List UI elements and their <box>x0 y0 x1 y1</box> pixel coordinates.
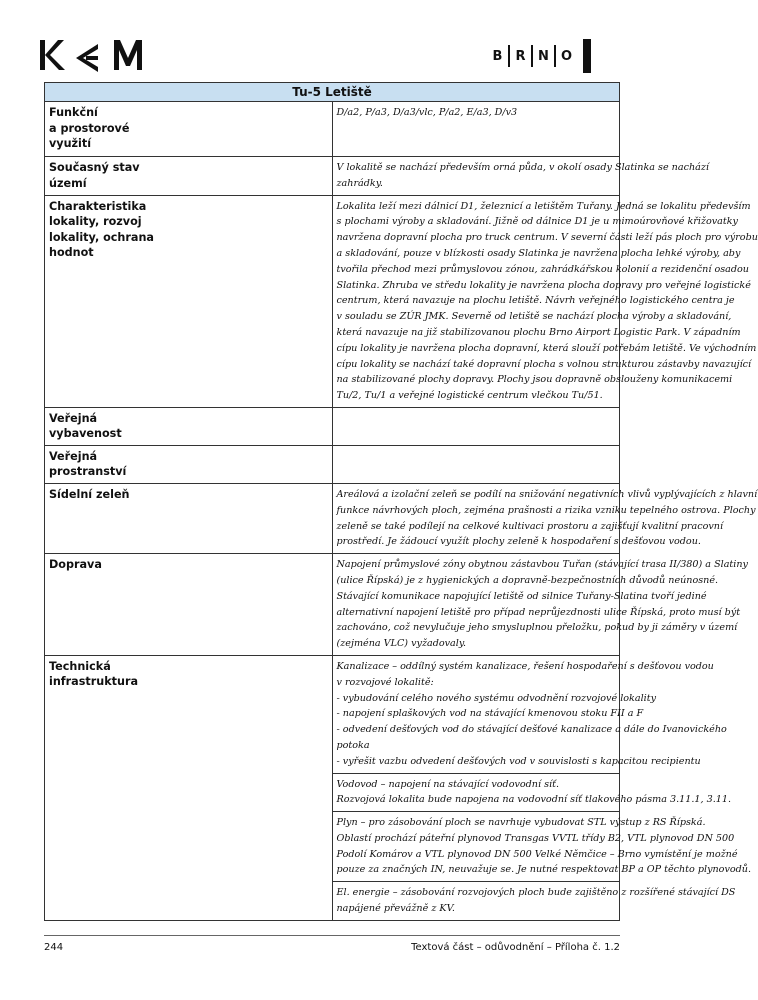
row-verejna-prostranstvi <box>45 445 620 483</box>
content-line: V lokalitě se nachází především orná půda, v okolí osady Slatinka se nachází <box>336 162 709 173</box>
content-line: - napojení splaškových vod na stávající kmenovou stoku FII a F <box>336 708 644 720</box>
label-line: Charakteristika <box>49 199 147 213</box>
content-line: El. energie – zásobování rozvojových ploch bude zajištěno z rozšířené stávající DS <box>336 887 736 899</box>
brno-logo <box>487 36 591 76</box>
brno-letter-r: R <box>515 48 526 64</box>
content-line: Vodovod – napojení na stávající vodovodní síť. <box>336 778 560 790</box>
content-line: cípu lokality se nachází také dopravní plocha s volnou strukturou zástavby navazující <box>336 358 752 370</box>
label-line: Technická <box>49 659 111 673</box>
row-label <box>45 102 333 157</box>
content-line: funkce návrhových ploch, zejména prašnosti a rizika vzniku tepelného ostrova. Plochy <box>336 504 756 516</box>
label-line: Funkční <box>49 106 98 119</box>
label-line: Současný stav <box>49 161 140 174</box>
content-line: navržena dopravní plocha pro truck centrum. V severní části leží pás ploch pro výrobu <box>336 232 758 244</box>
footer-divider <box>44 935 620 936</box>
table-title-row <box>45 83 620 102</box>
content-line: Podolí Komárov a VTL plynovod DN 500 Velké Němčice – Brno vymístění je možné <box>336 848 738 860</box>
row-label <box>45 445 333 483</box>
label-line: území <box>49 176 87 190</box>
kanalizace-section <box>332 655 727 773</box>
label-line: lokality, rozvoj <box>49 215 142 229</box>
label-line: prostranství <box>49 465 127 479</box>
content-line: Oblastí prochází páteřní plynovod Transgas VVTL třídy B2, VTL plynovod DN 500 <box>336 832 735 844</box>
content-line: na stabilizované plochy dopravy. Plochy jsou dopravně obslouženy komunikacemi <box>336 374 733 386</box>
content-line: Tu/2, Tu/1 a veřejné logistické centrum vlečkou Tu/51. <box>336 390 603 402</box>
row-label <box>45 554 333 656</box>
row-charakteristika <box>45 195 620 407</box>
row-content <box>332 554 748 656</box>
content-line: s plochami výroby a skladování. Jižně od dálnice D1 je u mimoúrovňové křižovatky <box>336 216 738 228</box>
content-line: zeleně se také podílejí na celkové kultivaci prostoru a zajišťují kvalitní pracovní <box>336 520 724 532</box>
row-sidelni-zelen <box>45 483 620 553</box>
content-line: (zejména VLC) vyžadovaly. <box>336 638 467 650</box>
label-line: infrastruktura <box>49 675 139 689</box>
page-number: 244 <box>44 942 64 953</box>
content-line: Slatinka. Zhruba ve středu lokality je navržena plocha dopravy pro veřejné logistické <box>336 279 751 291</box>
content-line: prostředí. Je žádoucí využít plochy zeleně k hospodaření s dešťovou vodou. <box>336 536 701 548</box>
row-content <box>332 195 758 407</box>
row-content <box>332 102 620 157</box>
label-line: Sídelní zeleň <box>49 487 130 501</box>
content-line: tvořila přechod mezi průmyslovou zónou, zahrádkářskou kolonií a rezidenční osadou <box>336 263 749 275</box>
content-line: a skladování, pouze v blízkosti osady Slatinka je navržena plocha lehké výroby, aby <box>336 247 741 259</box>
brno-bar <box>583 39 591 73</box>
row-label <box>45 655 333 920</box>
content-line: - vybudování celého nového systému odvodnění rozvojové lokality <box>336 692 656 704</box>
vodovod-section <box>332 773 732 812</box>
row-content <box>332 445 620 483</box>
content-line: v souladu se ZÚR JMK. Severně od letiště se nachází plocha výroby a skladování, <box>336 311 732 323</box>
kam-logo <box>38 36 168 76</box>
brno-letter-b: B <box>492 48 503 64</box>
content-line: napájené převážně z KV. <box>336 903 455 915</box>
row-soucasny-stav <box>45 157 620 196</box>
content-line: (ulice Řípská) je z hygienických a dopravně-bezpečnostních důvodů neúnosné. <box>336 574 719 586</box>
content-line: centrum, která navazuje na plochu letiště. Návrh veřejného logistického centra je <box>336 295 735 307</box>
label-line: lokality, ochrana <box>49 230 154 244</box>
row-content <box>332 483 758 553</box>
label-line: Veřejná <box>49 411 98 425</box>
el-energie-section <box>332 882 736 921</box>
content-line: zahrádky. <box>336 177 383 189</box>
footer-text: Textová část – odůvodnění – Příloha č. 1.2 <box>411 942 620 953</box>
content-line: alternativní napojení letiště pro případ neprůjezdnosti ulice Řípská, proto musí být <box>336 606 741 618</box>
label-line: a prostorové <box>49 121 130 135</box>
label-line: Veřejná <box>49 449 98 463</box>
label-line: hodnot <box>49 246 94 260</box>
row-content <box>332 407 620 445</box>
content-line: zachováno, což nevylučuje jeho smysluplnou přeložku, pokud by ji záměry v území <box>336 622 738 634</box>
content-line: potoka <box>336 739 370 751</box>
content-line: Napojení průmyslové zóny obytnou zástavbou Tuřan (stávající trasa II/380) a Slatiny <box>336 559 748 571</box>
row-technicka-infrastruktura <box>45 655 620 773</box>
content-line: Rozvojová lokalita bude napojena na vodovodní síť tlakového pásma 3.11.1, 3.11. <box>336 794 732 806</box>
content-line: Areálová a izolační zeleň se podílí na snižování negativních vlivů vyplývajících z hlavní <box>336 488 758 500</box>
brno-letter-o: O <box>560 48 573 64</box>
content-line: D/a2, P/a3, D/a3/vlc, P/a2, E/a3, D/v3 <box>336 107 518 118</box>
content-line: - odvedení dešťových vod do stávající dešťové kanalizace a dále do Ivanovického <box>336 724 727 736</box>
content-line: Kanalizace – oddílný systém kanalizace, řešení hospodaření s dešťovou vodou <box>336 660 714 672</box>
content-line: v rozvojové lokalitě: <box>336 676 434 688</box>
locality-table <box>44 82 758 921</box>
row-label <box>45 195 333 407</box>
row-verejna-vybavenost <box>45 407 620 445</box>
row-doprava <box>45 554 620 656</box>
row-label <box>45 483 333 553</box>
row-label <box>45 407 333 445</box>
content-line: - vyřešit vazbu odvedení dešťových vod v souvislosti s kapacitou recipientu <box>336 755 701 767</box>
label-line: využití <box>49 137 92 150</box>
content-line: Lokalita leží mezi dálnicí D1, železnicí a letištěm Tuřany. Jedná se lokalitu především <box>336 200 751 212</box>
content-line: Stávající komunikace napojující letiště od silnice Tuřany-Slatina tvoří jediné <box>336 590 707 602</box>
plyn-section <box>332 812 752 882</box>
kam-logo-graphic <box>38 36 168 76</box>
row-funkcni-vyuziti <box>45 102 620 157</box>
row-label <box>45 157 333 196</box>
brno-letter-n: N <box>538 48 549 64</box>
label-line: Doprava <box>49 558 102 572</box>
label-line: vybavenost <box>49 427 122 441</box>
content-line: která navazuje na již stabilizovanou plochu Brno Airport Logistic Park. V západním <box>336 326 741 338</box>
content-line: Plyn – pro zásobování ploch se navrhuje vybudovat STL výstup z RS Řípská. <box>336 817 706 829</box>
table-title: Tu-5 Letiště <box>45 83 620 102</box>
row-content <box>332 157 709 196</box>
content-line: cípu lokality je navržena plocha dopravní, která slouží potřebám letiště. Ve východním <box>336 342 757 354</box>
content-line: pouze za značných IN, neuvažuje se. Je nutné respektovat BP a OP těchto plynovodů. <box>336 864 752 876</box>
